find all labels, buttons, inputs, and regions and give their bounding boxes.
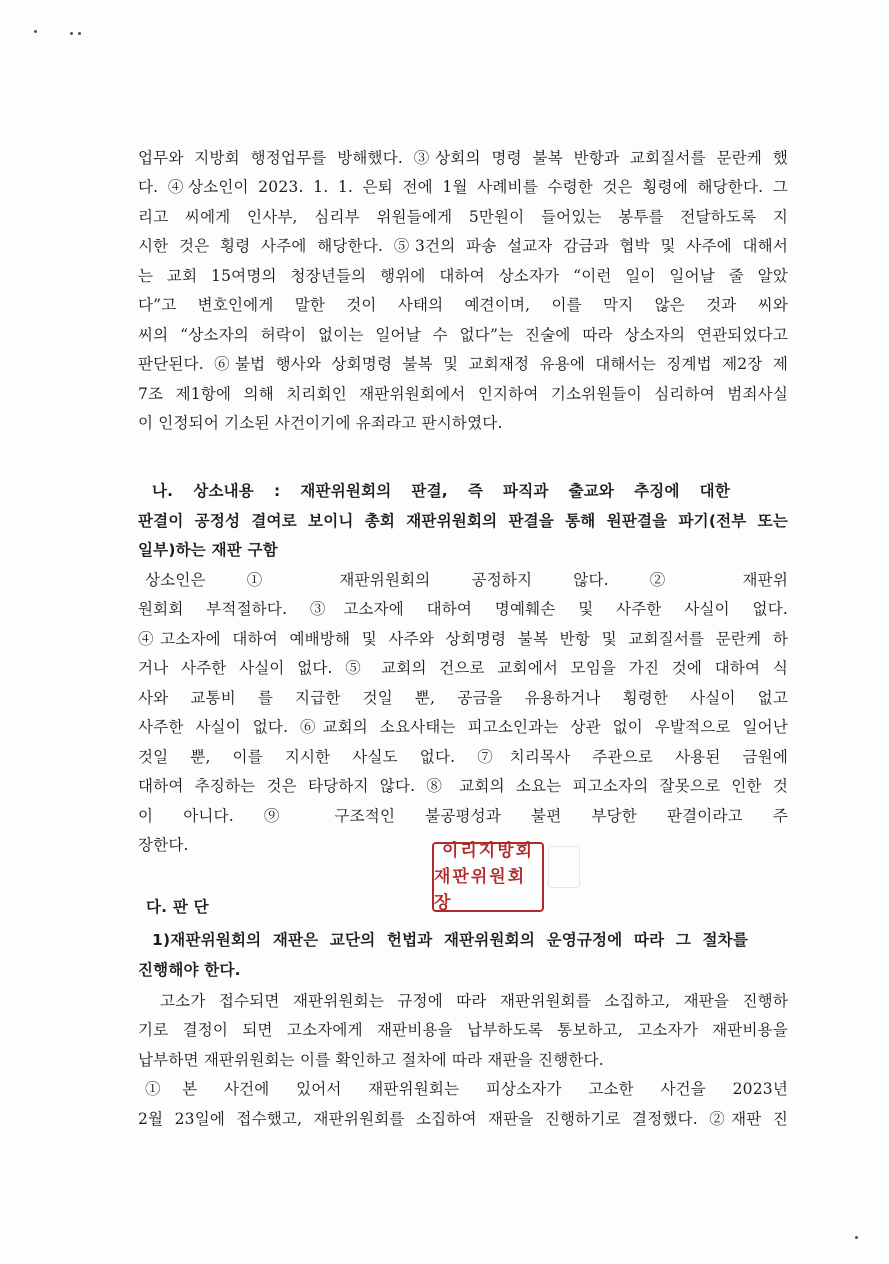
paragraph-line: 것일 뿐, 이를 지시한 사실도 없다. ⑦치리목사 주관으로 사용된 금원에 <box>138 748 788 766</box>
section-heading-line: 판결이 공정성 결여로 보이니 총회 재판위원회의 판결을 통해 원판결을 파기(전부 또는 <box>138 512 788 530</box>
section-subheading-line: 진행해야 한다. <box>138 961 241 979</box>
scan-speck <box>70 32 73 35</box>
paragraph-line: 는 교회 15여명의 청장년들의 행위에 대하여 상소자가 “이런 일이 일어날 줄 알았 <box>138 267 788 285</box>
paragraph-line: ①본 사건에 있어서 재판위원회는 피상소자가 고소한 사건을 2023년 <box>145 1080 788 1098</box>
paragraph-line: 원회회 부적절하다. ③고소자에 대하여 명예훼손 및 사주한 사실이 없다. <box>138 600 788 618</box>
paragraph-line: 납부하면 재판위원회는 이를 확인하고 절차에 따라 재판을 진행한다. <box>138 1051 604 1069</box>
paragraph-line: 업무와 지방회 행정업무를 방해했다. ③상회의 명령 불복 반항과 교회질서를 문란케 했 <box>138 149 788 167</box>
section-subheading-line: 1)재판위원회의 재판은 교단의 헌법과 재판위원회의 운영규정에 따라 그 절차를 <box>152 931 748 949</box>
scan-speck <box>78 32 81 35</box>
paragraph-line: 대하여 추징하는 것은 타당하지 않다. ⑧ 교회의 소요는 피고소자의 잘못으로 인한 것 <box>138 777 788 795</box>
paragraph-line: 판단된다. ⑥불법 행사와 상회명령 불복 및 교회재정 유용에 대해서는 징계법 제2장 제 <box>138 355 788 373</box>
seal-text: 재판위원회장 <box>434 867 527 913</box>
paragraph-line: 7조 제1항에 의해 치리회인 재판위원회에서 인지하여 기소위원들이 심리하여 범죄사실 <box>138 385 788 403</box>
section-heading-line: 일부)하는 재판 구함 <box>138 541 278 559</box>
section-heading: 다. 판 단 <box>146 898 209 916</box>
paragraph-line: 상소인은 ① 재판위원회의 공정하지 않다. ② 재판위 <box>145 571 788 589</box>
paragraph-line: 다”고 변호인에게 말한 것이 사태의 예견이며, 이를 막지 않은 것과 씨와 <box>138 296 788 314</box>
paragraph-line: 기로 결정이 되면 고소자에게 재판비용을 납부하도록 통보하고, 고소자가 재판비용을 <box>138 1021 788 1039</box>
paragraph-line: 사와 교통비 를 지급한 것일 뿐, 공금을 유용하거나 횡령한 사실이 없고 <box>138 689 788 707</box>
seal-text: 이리지방회 <box>441 841 535 861</box>
paragraph-line: 다. ④상소인이 2023. 1. 1. 은퇴 전에 1월 사례비를 수령한 것은 횡령에 해당한다. 그 <box>138 178 788 196</box>
paragraph-line: 이 아니다. ⑨ 구조적인 불공평성과 불편 부당한 판결이라고 주 <box>138 807 788 825</box>
paragraph-line: ④고소자에 대하여 예배방해 및 사주와 상회명령 불복 반항 및 교회질서를 문란케 하 <box>138 630 788 648</box>
scan-speck <box>34 30 37 33</box>
paragraph-line: 시한 것은 횡령 사주에 해당한다. ⑤3건의 파송 설교자 감금과 협박 및 사주에 대해서 <box>138 237 788 255</box>
paragraph-line: 장한다. <box>138 836 189 854</box>
paragraph-line: 고소가 접수되면 재판위원회는 규정에 따라 재판위원회를 소집하고, 재판을 진행하 <box>160 992 788 1010</box>
paragraph-line: 씨의 “상소자의 허락이 없이는 일어날 수 없다”는 진술에 따라 상소자의 연관되었다고 <box>138 326 788 344</box>
scan-speck <box>855 1236 858 1239</box>
paragraph-line: 거나 사주한 사실이 없다. ⑤ 교회의 건으로 교회에서 모임을 가진 것에 대하여 식 <box>138 659 788 677</box>
paragraph-line: 사주한 사실이 없다. ⑥교회의 소요사태는 피고소인과는 상관 없이 우발적으로 일어난 <box>138 718 788 736</box>
faint-stamp-mark <box>548 846 580 888</box>
paragraph-line: 이 인정되어 기소된 사건이기에 유죄라고 판시하였다. <box>138 414 503 432</box>
paragraph-line: 리고 씨에게 인사부, 심리부 위원들에게 5만원이 들어있는 봉투를 전달하도록 지 <box>138 208 788 226</box>
paragraph-line: 2월 23일에 접수했고, 재판위원회를 소집하여 재판을 진행하기로 결정했다. ②재판 진 <box>138 1110 788 1128</box>
section-heading-line: 나. 상소내용 : 재판위원회의 판결, 즉 파직과 출교와 추징에 대한 <box>152 482 730 500</box>
